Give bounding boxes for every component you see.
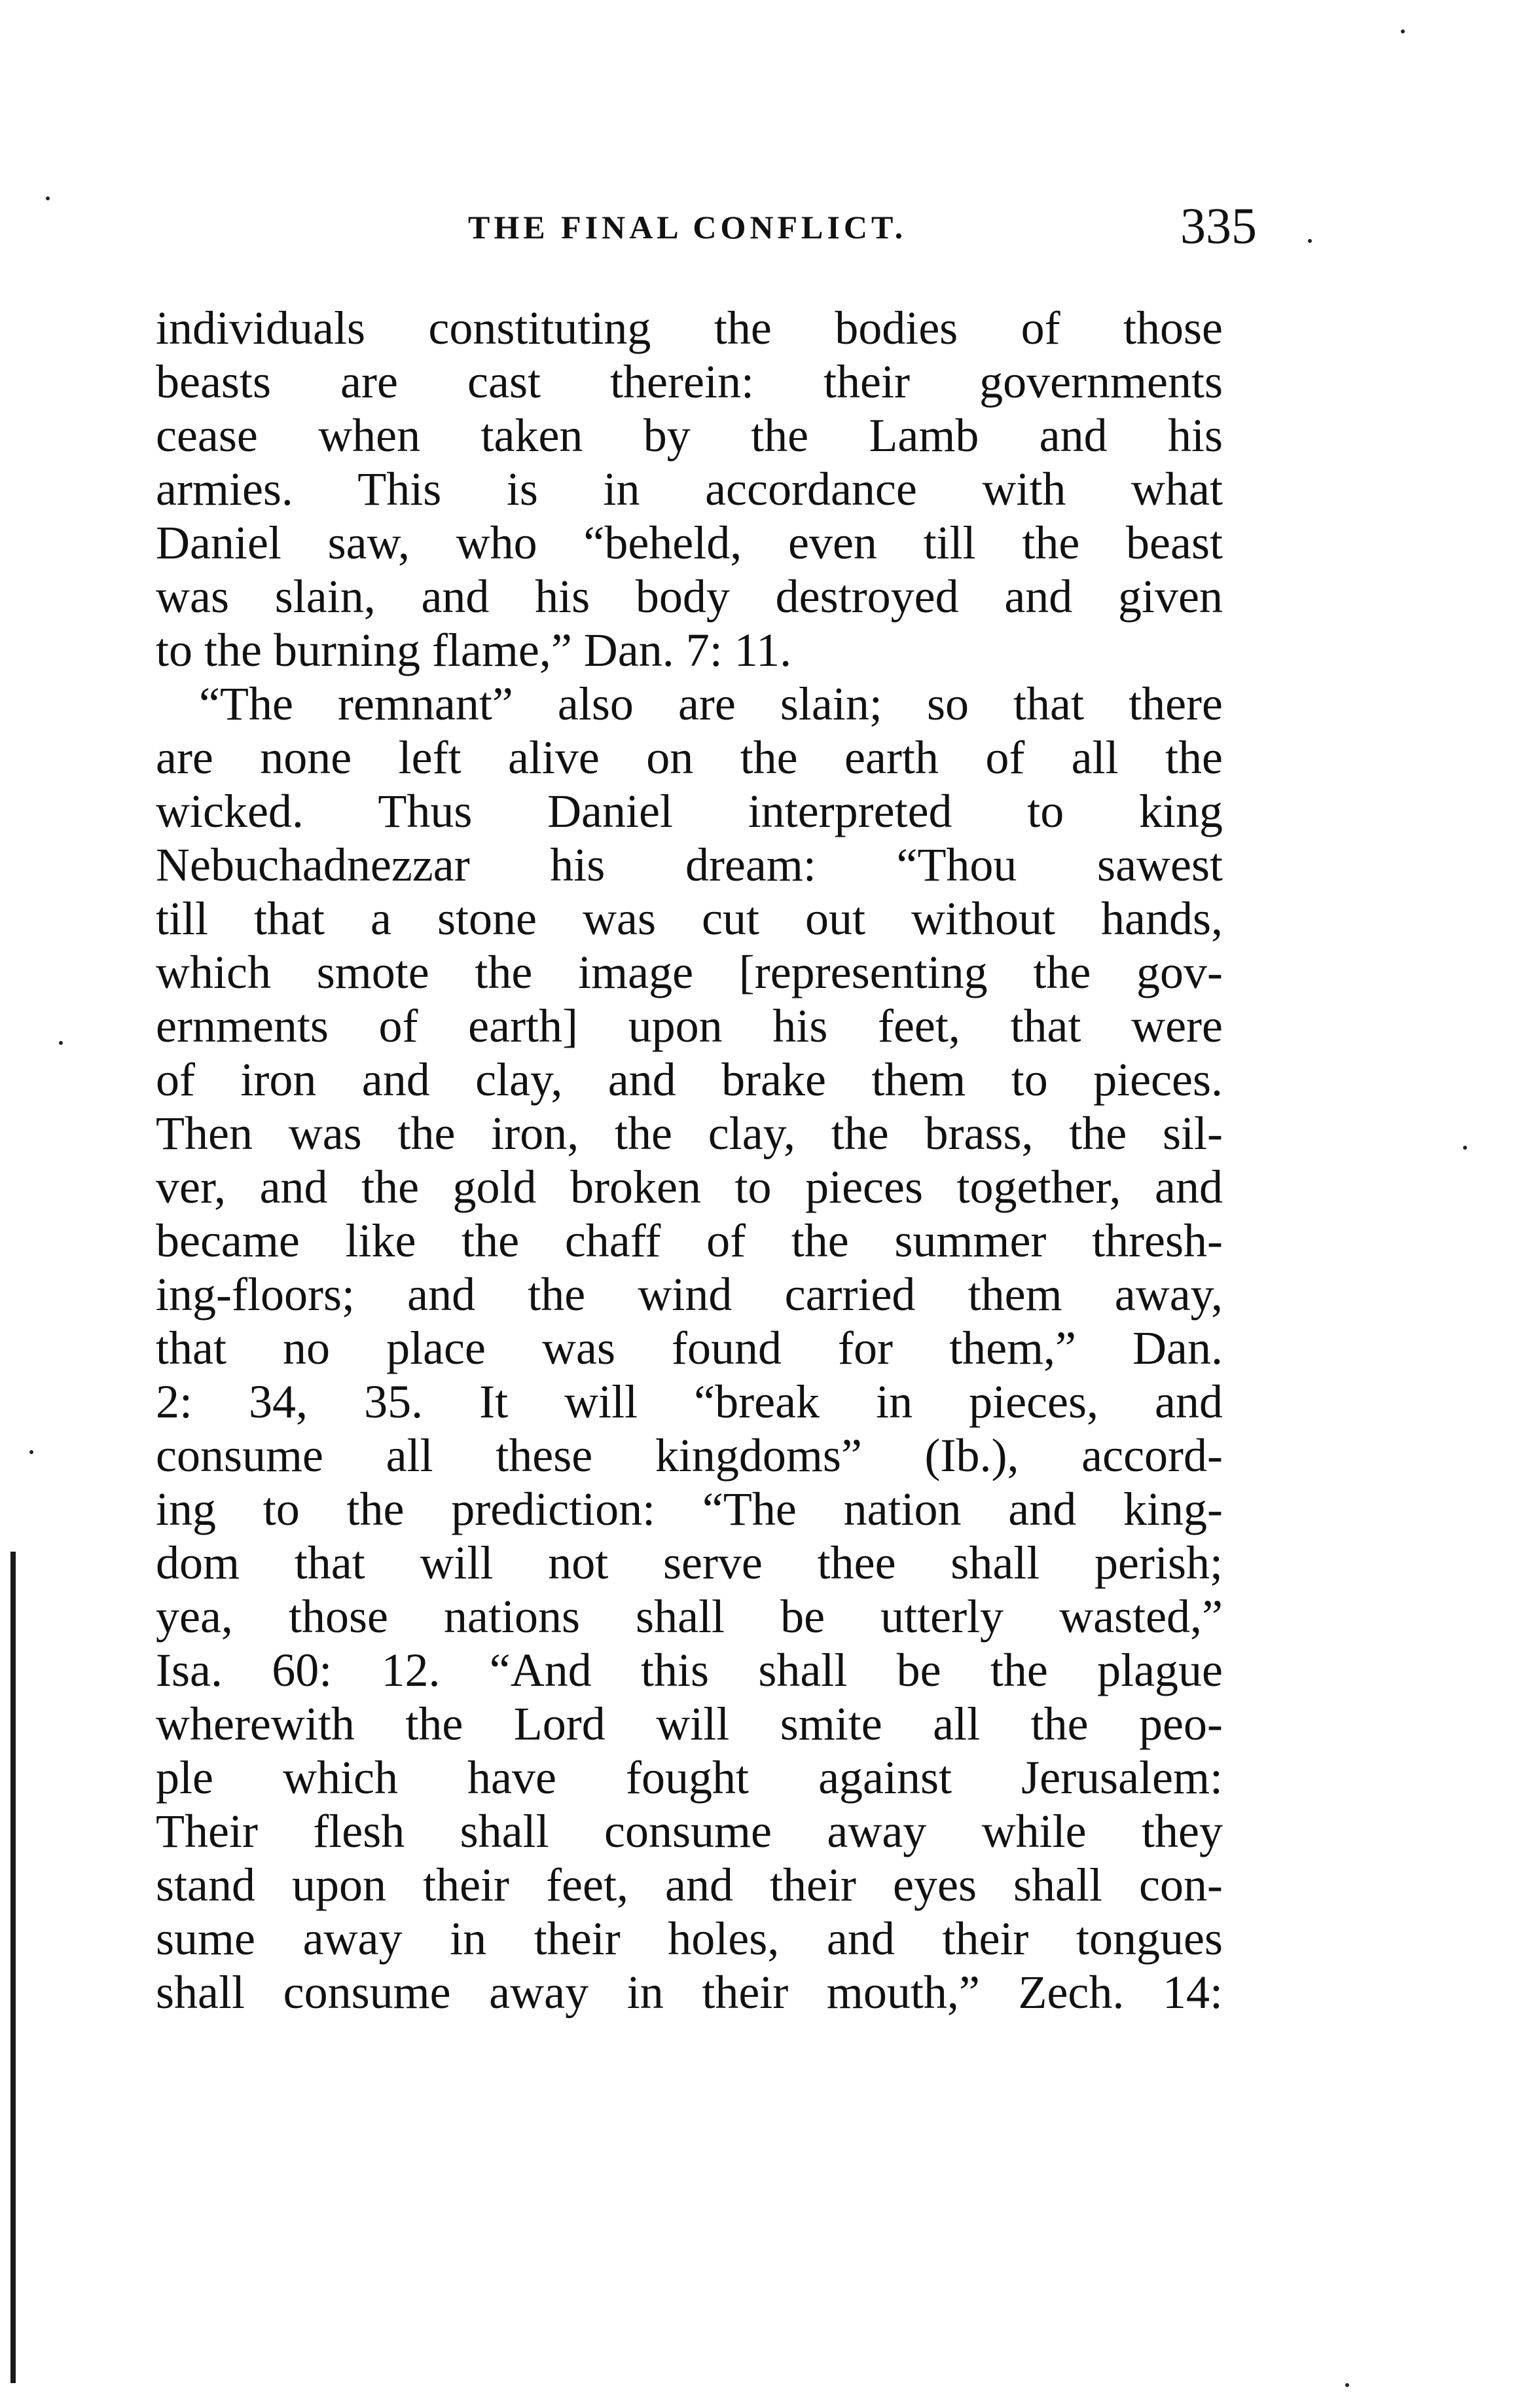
text-line: to the burning flame,” Dan. 7: 11. [156, 624, 792, 676]
text-line: ernments of earth] upon his feet, that were [156, 1000, 1223, 1052]
scan-speck [1463, 1146, 1467, 1150]
scan-speck [1345, 2383, 1349, 2387]
text-line: are none left alive on the earth of all the [156, 731, 1223, 784]
text-line: “The remnant” also are slain; so that there [199, 678, 1223, 730]
text-line: ing-floors; and the wind carried them away, [156, 1268, 1223, 1321]
scan-speck [29, 1450, 33, 1454]
text-line: which smote the image [representing the gov- [156, 946, 1223, 998]
text-line: Nebuchadnezzar his dream: “Thou sawest [156, 839, 1223, 891]
text-line: individuals constituting the bodies of those [156, 302, 1223, 354]
scan-margin-shadow [10, 1552, 16, 2383]
text-line: shall consume away in their mouth,” Zech. 14: [156, 1966, 1223, 2018]
text-line: ver, and the gold broken to pieces together, and [156, 1161, 1223, 1213]
text-line: dom that will not serve thee shall perish; [156, 1537, 1223, 1589]
text-line: that no place was found for them,” Dan. [156, 1322, 1223, 1374]
text-line: sume away in their holes, and their tongues [156, 1912, 1223, 1965]
scan-speck [59, 1041, 63, 1045]
text-line: stand upon their feet, and their eyes shall con- [156, 1859, 1223, 1911]
running-head [157, 196, 1257, 268]
running-title: THE FINAL CONFLICT. [468, 209, 907, 246]
text-line: beasts are cast therein: their governments [156, 356, 1223, 408]
text-line: Then was the iron, the clay, the brass, the sil- [156, 1107, 1223, 1159]
text-line: 2: 34, 35. It will “break in pieces, and [156, 1376, 1223, 1428]
text-line: became like the chaff of the summer thresh- [156, 1214, 1223, 1267]
text-line: Their flesh shall consume away while they [156, 1805, 1223, 1857]
text-line: cease when taken by the Lamb and his [156, 409, 1223, 462]
scan-speck [1401, 29, 1405, 33]
text-line: ing to the prediction: “The nation and king- [156, 1483, 1223, 1535]
text-line: yea, those nations shall be utterly wasted,” [156, 1590, 1223, 1643]
text-line: till that a stone was cut out without hands, [156, 892, 1223, 945]
text-line: wicked. Thus Daniel interpreted to king [156, 785, 1223, 837]
text-line: armies. This is in accordance with what [156, 463, 1223, 515]
text-line: ple which have fought against Jerusalem: [156, 1751, 1223, 1804]
body-text [156, 301, 1223, 2019]
text-line: wherewith the Lord will smite all the peo- [156, 1698, 1223, 1750]
text-line: Isa. 60: 12. “And this shall be the plague [156, 1644, 1223, 1696]
page-number: 335 [1180, 197, 1257, 254]
text-line: of iron and clay, and brake them to pieces. [156, 1053, 1223, 1106]
scan-speck [1308, 239, 1312, 243]
scan-speck [46, 196, 50, 200]
text-line: Daniel saw, who “beheld, even till the beast [156, 517, 1223, 569]
text-line: was slain, and his body destroyed and given [156, 570, 1223, 623]
text-line: consume all these kingdoms” (Ib.), accord- [156, 1429, 1223, 1482]
